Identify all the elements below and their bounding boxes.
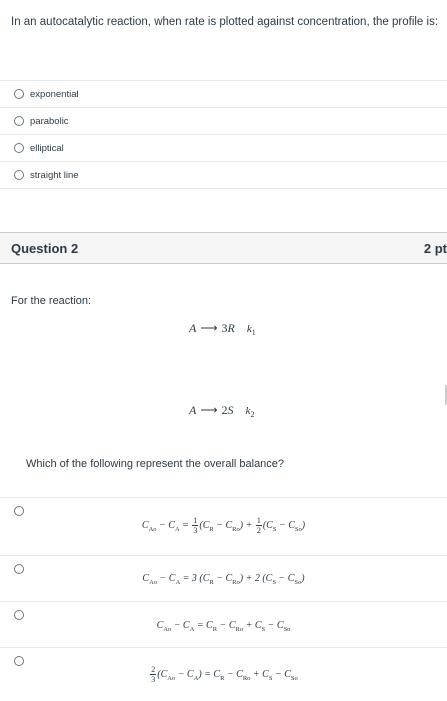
radio-button[interactable] (14, 506, 24, 516)
radio-button[interactable] (14, 143, 24, 153)
question-title: Question 2 (11, 241, 79, 256)
equation-a: $C_{Ao} - C_A$ = $\frac{1}{3}$ $(C_R - C_{Ro})$ + $\frac{1}{2}$ $(C_S - C_{So})$ (141, 516, 306, 535)
answer-option-c[interactable] (0, 601, 447, 648)
equation-d: $\frac{2}{3}$ $(C_{Ao} - C_A) = C_R - C_{Ro} + C_S - C_{So}$ (151, 665, 298, 684)
radio-button[interactable] (14, 89, 24, 99)
fraction: $\frac{2}{3}$ (151, 665, 156, 684)
option-elliptical[interactable] (0, 134, 447, 161)
option-label: exponential (30, 88, 79, 100)
answer-option-d[interactable] (0, 647, 447, 701)
equation-b: $C_{Ao} - C_A = 3$ $(C_R - C_{Ro}) + 2$ $(C_S - C_{So})$ (142, 573, 305, 586)
question-2-intro: For the reaction: (11, 295, 92, 307)
question-2-header (0, 232, 447, 264)
fraction: $\frac{1}{2}$ (256, 516, 261, 535)
option-straight-line[interactable] (0, 161, 447, 189)
option-label: elliptical (30, 142, 64, 154)
reaction-2: A ⟶ 2S $k_2$ (189, 403, 255, 420)
option-label: straight line (30, 169, 79, 181)
equation-c: $C_{Ao} - C_A = C_R - C_{Ro} + C_S - C_{So}$ (156, 620, 291, 633)
radio-button[interactable] (14, 116, 24, 126)
radio-button[interactable] (14, 610, 24, 620)
option-label: parabolic (30, 115, 69, 127)
option-exponential[interactable] (0, 80, 447, 107)
answer-option-b[interactable] (0, 555, 447, 602)
question-1-prompt: In an autocatalytic reaction, when rate is plotted against concentration, the profile is: (11, 16, 439, 28)
radio-button[interactable] (14, 170, 24, 180)
question-1-options (0, 80, 447, 189)
question-points: 2 pt (423, 241, 447, 256)
question-2-prompt: Which of the following represent the overall balance? (26, 458, 285, 470)
answer-option-a[interactable] (0, 497, 447, 555)
option-parabolic[interactable] (0, 107, 447, 134)
reaction-1: A ⟶ 3R $k_1$ (189, 321, 256, 338)
fraction: $\frac{1}{3}$ (193, 516, 198, 535)
